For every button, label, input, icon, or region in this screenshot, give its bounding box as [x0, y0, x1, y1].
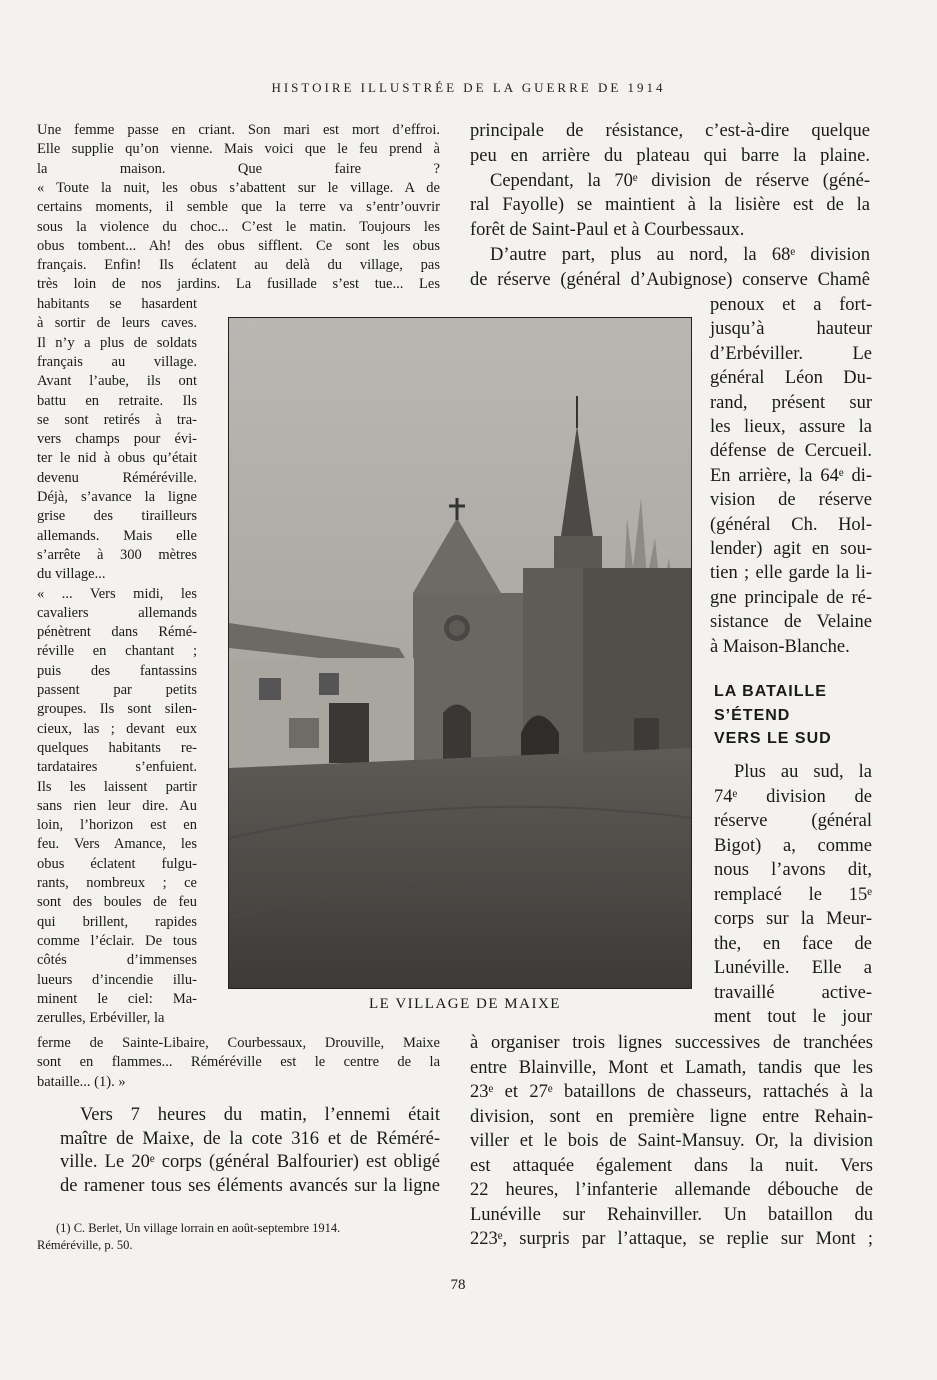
left-column-line: Une femme passe en criant. Son mari est mort d’effroi. [37, 122, 440, 138]
right-top-line: Cependant, la 70ᵉ division de réserve (géné- [490, 170, 870, 191]
left-narrow-line: à sortir de leurs caves. [37, 315, 197, 332]
left-narrow-line: habitants se hasardent [37, 296, 197, 312]
photo-village-maixe [228, 317, 692, 989]
page-number: 78 [450, 1277, 466, 1293]
right-bottom-line: entre Blainville, Mont et Lamath, tandis que les [470, 1057, 873, 1078]
right-narrow2-line: remplacé le 15ᵉ [714, 884, 872, 905]
left-narrow-line: réville en chantant ; [37, 643, 197, 660]
left-narrow-line: côtés d’immenses [37, 952, 197, 969]
right-narrow2-line: nous l’avons dit, [714, 860, 872, 880]
left-narrow-line: quelques habitants re- [37, 739, 197, 756]
left-narrow-line: feu. Vers Amance, les [37, 836, 197, 853]
left-narrow-line: obus éclatent fulgu- [37, 855, 197, 872]
left-column-line: obus tombent... Ah! des obus sifflent. Ce sont les obus [37, 237, 440, 254]
left-narrow-line: sans rien leur dire. Au [37, 797, 197, 814]
left-narrow-line: rants, nombreux ; ce [37, 875, 197, 891]
right-narrow-line: tien ; elle garde la li- [710, 563, 872, 584]
left-narrow-line: Avant l’aube, ils ont [37, 373, 197, 390]
left-narrow-line: Déjà, s’avance la ligne [37, 489, 197, 505]
right-bottom-line: 22 heures, l’infanterie allemande débouche de [470, 1180, 873, 1200]
right-top-line: ral Fayolle) se maintient à la lisière est de la [470, 195, 870, 216]
section-heading: VERS LE SUD [714, 730, 832, 747]
left-narrow-line: devenu Réméréville. [37, 469, 197, 486]
right-narrow-line: (général Ch. Hol- [710, 514, 872, 535]
left-narrow-line: minent le ciel: Ma- [37, 990, 197, 1007]
right-bottom-line: Lunéville sur Rehainviller. Un bataillon du [470, 1204, 873, 1225]
right-bottom-line: viller et le bois de Saint-Mansuy. Or, la division [470, 1131, 873, 1151]
church-photo-illustration [229, 318, 691, 988]
footnote-line: (1) C. Berlet, Un village lorrain en août-septembre 1914. [56, 1221, 341, 1235]
left-narrow-line: zerulles, Erbéviller, la [37, 1010, 165, 1027]
right-bottom-line: est attaquée également dans la nuit. Vers [470, 1155, 873, 1176]
left-narrow-line: comme l’éclair. De tous [37, 932, 197, 949]
right-top-line: D’autre part, plus au nord, la 68ᵉ division [490, 245, 870, 265]
left-column-line: la maison. Que faire ? [37, 160, 440, 177]
left-narrow-line: cavaliers allemands [37, 604, 197, 621]
left-column-line: sous la violence du choc... C’est le matin. Toujours les [37, 218, 440, 235]
right-narrow2-line: Bigot) a, comme [714, 835, 872, 856]
left-narrow-line: lueurs d’incendie illu- [37, 971, 197, 988]
left-narrow-line: passent par petits [37, 682, 197, 698]
left-large-line: ville. Le 20ᵉ corps (général Balfourier) est obligé [60, 1152, 440, 1172]
right-top-line: peu en arrière du plateau qui barre la plaine. [470, 145, 870, 166]
right-narrow-line: gne principale de ré- [710, 587, 872, 608]
right-narrow-line: jusqu’à hauteur [710, 319, 872, 340]
right-narrow-line: En arrière, la 64ᵉ di- [710, 465, 872, 486]
left-narrow-line: Il n’y a plus de soldats [37, 334, 197, 351]
left-narrow-line: groupes. Ils sont silen- [37, 701, 197, 718]
left-narrow-line: qui brillent, rapides [37, 913, 197, 930]
section-heading: S’ÉTEND [714, 706, 791, 724]
right-bottom-line: division, sont en première ligne entre Rehain- [470, 1106, 873, 1127]
left-narrow-line: cieux, las ; devant eux [37, 720, 197, 737]
right-narrow-line: défense de Cercueil. [710, 441, 872, 462]
right-narrow2-line: Plus au sud, la [734, 762, 872, 782]
left-column-line: « Toute la nuit, les obus s’abattent sur le village. A de [37, 179, 440, 196]
left-column-line: très loin de nos jardins. La fusillade s’est tue... Les [37, 276, 440, 293]
left-narrow-line: du village... [37, 566, 106, 583]
left-large-line: de ramener tous ses éléments avancés sur la ligne [60, 1175, 440, 1196]
right-narrow2-line: Lunéville. Elle a [714, 958, 872, 978]
right-top-line: forêt de Saint-Paul et à Courbessaux. [470, 220, 745, 241]
running-header: HISTOIRE ILLUSTRÉE DE LA GUERRE DE 1914 [271, 80, 666, 95]
left-narrow-line: grise des tirailleurs [37, 508, 197, 525]
left-narrow-line: battu en retraite. Ils [37, 392, 197, 409]
left-column-line: certains moments, il semble que la terre va s’entr’ouvrir [37, 199, 440, 216]
right-narrow-line: vision de réserve [710, 490, 872, 511]
right-narrow-line: d’Erbéviller. Le [710, 343, 872, 364]
left-large-line: maître de Maixe, de la cote 316 et de Réméré- [60, 1128, 440, 1149]
section-heading: LA BATAILLE [714, 683, 827, 700]
left-column-line: français. Enfin! Ils éclatent au delà du village, pas [37, 257, 440, 274]
right-top-line: de réserve (général d’Aubignose) conserve Chamê [470, 269, 870, 290]
left-narrow-line: sont des boules de feu [37, 894, 197, 911]
right-top-line: principale de résistance, c’est-à-dire quelque [470, 121, 870, 141]
left-narrow-line: pénètrent dans Rémé- [37, 624, 197, 641]
right-narrow-line: les lieux, assure la [710, 417, 872, 437]
left-narrow-line: s’arrête à 300 mètres [37, 546, 197, 563]
photo-caption: LE VILLAGE DE MAIXE [369, 996, 561, 1012]
footnote-line: Réméréville, p. 50. [37, 1238, 133, 1252]
right-narrow2-line: travaillé active- [714, 982, 872, 1003]
left-bottom-line: bataille... (1). » [37, 1073, 126, 1090]
left-narrow-line: se sont retirés à tra- [37, 411, 197, 428]
right-narrow2-line: ment tout le jour [714, 1007, 872, 1027]
right-bottom-line: 23ᵉ et 27ᵉ bataillons de chasseurs, rattachés à la [470, 1082, 873, 1102]
right-narrow2-line: the, en face de [714, 933, 872, 954]
right-narrow2-line: corps sur la Meur- [714, 909, 872, 929]
left-narrow-line: Ils les laissent partir [37, 778, 197, 795]
right-narrow-line: lender) agit en sou- [710, 539, 872, 559]
left-narrow-line: ter le nid à obus qu’était [37, 450, 197, 467]
right-bottom-line: 223ᵉ, surpris par l’attaque, se replie sur Mont ; [470, 1229, 873, 1249]
left-narrow-line: tardataires s’enfuient. [37, 759, 197, 776]
left-column-line: Elle supplie qu’on vienne. Mais voici que le feu prend à [37, 141, 440, 158]
right-narrow-line: général Léon Du- [710, 368, 872, 389]
left-bottom-line: ferme de Sainte-Libaire, Courbessaux, Drouville, Maixe [37, 1035, 440, 1051]
left-narrow-line: loin, l’horizon est en [37, 817, 197, 834]
right-narrow-line: à Maison-Blanche. [710, 636, 850, 657]
left-narrow-line: français au village. [37, 353, 197, 370]
right-narrow-line: sistance de Velaine [710, 612, 872, 633]
right-bottom-line: à organiser trois lignes successives de tranchées [470, 1033, 873, 1053]
right-narrow-line: penoux et a fort- [710, 295, 872, 315]
right-narrow-line: rand, présent sur [710, 392, 872, 413]
left-bottom-line: sont en flammes... Réméréville est le centre de la [37, 1054, 440, 1071]
left-narrow-line: vers champs pour évi- [37, 431, 197, 448]
left-narrow-line: puis des fantassins [37, 662, 197, 679]
right-narrow2-line: réserve (général [714, 811, 872, 831]
right-narrow2-line: 74ᵉ division de [714, 786, 872, 807]
left-large-line: Vers 7 heures du matin, l’ennemi était [80, 1105, 440, 1125]
left-narrow-line: « ... Vers midi, les [37, 585, 197, 602]
left-narrow-line: allemands. Mais elle [37, 527, 197, 544]
